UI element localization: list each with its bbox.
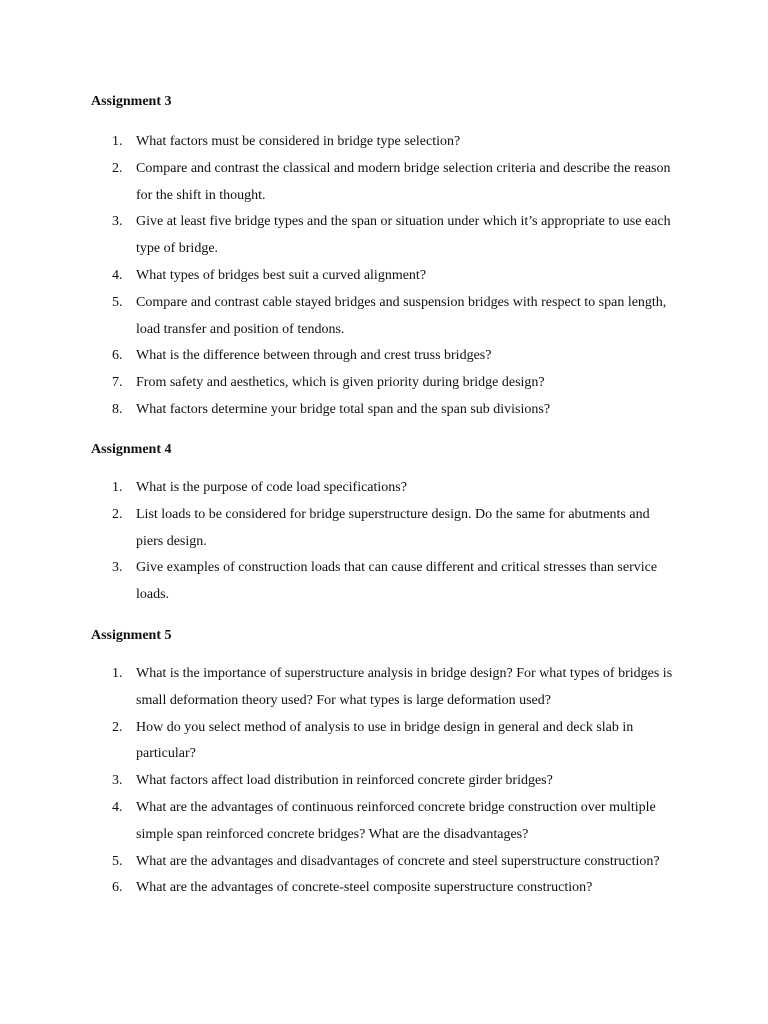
assignment-5-questions bbox=[0, 661, 768, 902]
list-item bbox=[0, 263, 768, 290]
item-number: 3. bbox=[112, 214, 123, 230]
list-item bbox=[0, 502, 768, 556]
assignment-4-heading: Assignment 4 bbox=[91, 442, 172, 457]
item-text: What factors determine your bridge total span and the span sub divisions? bbox=[136, 401, 551, 417]
list-item bbox=[0, 795, 768, 849]
item-text: List loads to be considered for bridge superstructure design. Do the same for abutments and piers design. bbox=[136, 506, 650, 549]
assignment-5-heading: Assignment 5 bbox=[91, 628, 172, 643]
item-text: What are the advantages of concrete-steel composite superstructure construction? bbox=[136, 880, 593, 896]
item-text: Give examples of construction loads that can cause different and critical stresses than service loads. bbox=[136, 560, 658, 603]
item-number: 3. bbox=[112, 560, 123, 576]
item-text: What is the difference between through and crest truss bridges? bbox=[136, 348, 492, 364]
item-text: What are the advantages and disadvantages of concrete and steel superstructure construction? bbox=[136, 853, 660, 869]
item-number: 1. bbox=[112, 134, 123, 149]
list-item bbox=[0, 129, 768, 156]
item-number: 1. bbox=[112, 480, 123, 495]
item-number: 8. bbox=[112, 401, 123, 417]
list-item bbox=[0, 397, 768, 424]
item-text: Compare and contrast the classical and modern bridge selection criteria and describe the reason for the shift in thought. bbox=[136, 160, 671, 203]
item-text: How do you select method of analysis to use in bridge design in general and deck slab in particular? bbox=[136, 719, 634, 762]
list-item bbox=[0, 370, 768, 397]
item-text: Compare and contrast cable stayed bridges and suspension bridges with respect to span length, load transfer and position of tendons. bbox=[136, 294, 667, 337]
list-item bbox=[0, 875, 768, 902]
list-item bbox=[0, 661, 768, 715]
item-number: 4. bbox=[112, 799, 123, 815]
item-number: 7. bbox=[112, 375, 123, 391]
item-number: 2. bbox=[112, 719, 123, 735]
list-item bbox=[0, 209, 768, 263]
item-number: 6. bbox=[112, 348, 123, 364]
item-text: What factors must be considered in bridge type selection? bbox=[136, 134, 461, 149]
item-text: What factors affect load distribution in reinforced concrete girder bridges? bbox=[136, 773, 553, 789]
item-number: 5. bbox=[112, 294, 123, 310]
item-text: From safety and aesthetics, which is given priority during bridge design? bbox=[136, 375, 545, 391]
list-item bbox=[0, 343, 768, 370]
item-number: 6. bbox=[112, 880, 123, 896]
item-text: Give at least five bridge types and the span or situation under which it’s appropriate to use each type of bridge. bbox=[136, 214, 671, 257]
item-text: What are the advantages of continuous reinforced concrete bridge construction over multiple simple span reinforced concrete bridges? What are the disadvantages? bbox=[136, 799, 656, 842]
assignment-3-heading: Assignment 3 bbox=[91, 94, 172, 109]
list-item bbox=[0, 555, 768, 609]
assignment-3-questions bbox=[0, 129, 768, 424]
item-number: 5. bbox=[112, 853, 123, 869]
list-item bbox=[0, 849, 768, 876]
list-item bbox=[0, 156, 768, 210]
item-number: 3. bbox=[112, 773, 123, 789]
item-number: 2. bbox=[112, 160, 123, 176]
item-number: 4. bbox=[112, 267, 123, 283]
item-text: What is the purpose of code load specifications? bbox=[136, 480, 407, 495]
item-number: 1. bbox=[112, 666, 123, 681]
assignment-4-questions bbox=[0, 475, 768, 609]
item-text: What types of bridges best suit a curved alignment? bbox=[136, 267, 427, 283]
list-item bbox=[0, 768, 768, 795]
item-text: What is the importance of superstructure analysis in bridge design? For what types of bridges is small deformation theory used? For what types is large deformation used? bbox=[136, 666, 673, 708]
list-item bbox=[0, 715, 768, 769]
list-item bbox=[0, 290, 768, 344]
list-item bbox=[0, 475, 768, 502]
item-number: 2. bbox=[112, 506, 123, 522]
